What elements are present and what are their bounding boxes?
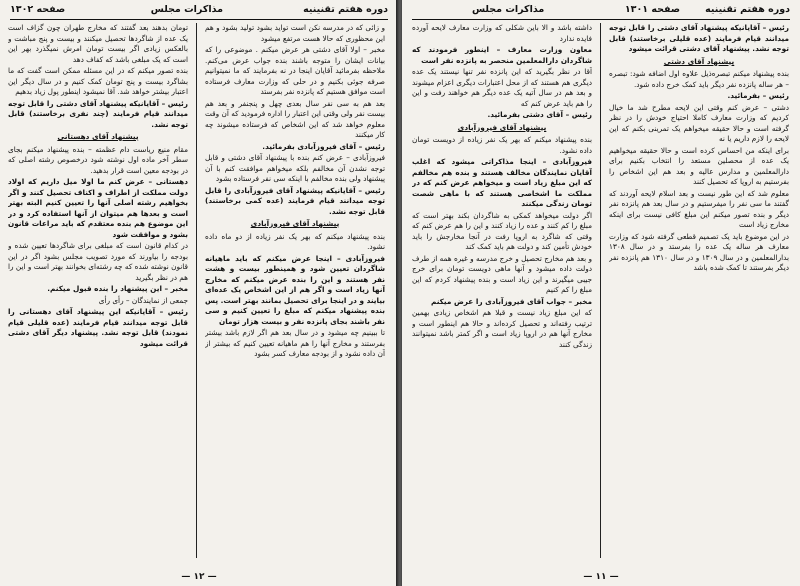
right-page-header: [412, 4, 790, 18]
text-paragraph: بنده پیشنهاد میکنم که بهر یک نفر زیاده از دویست تومان داده نشود.: [412, 135, 592, 155]
text-paragraph: که این مبلغ زیاد نیست و قبلا هم اشخاص زیادی بهمین ترتیب رفته‌اند و تحصیل کرده‌اند و حالا هم اینطور است و مخارج آنها هم در اروپا زیاد است و اگر کمتر باشد نمیتوانند زندگی کنند: [412, 308, 592, 349]
text-paragraph: و زائی که در مدرسه نکن است تواید بشود تولید بشود و هم این محظوری که حالا هست مرتفع میشود: [205, 23, 385, 43]
right-page-column-right: [609, 23, 789, 558]
speaker-paragraph: رئیس – آقایانیکه پیشنهاد آقای فیروزآبادی را قابل توجه میدانند قیام فرمایند (عده کمی برخاستند) قابل توجه نشد.: [205, 185, 385, 216]
speaker-paragraph: رئیس – آقای دشتی بفرمائید.: [487, 110, 592, 119]
left-page-footer: — ۱۲ —: [181, 572, 217, 582]
text-paragraph: در کدام قانون است که مبلغی برای شاگردها تعیین شده و بودجه را بیاورند که مورد تصویب مجلس بشود اگر در این قانون نوشته شده که چه رشته‌ای بخوانند بهتر است و این را هم در نظر بگیرید: [8, 241, 188, 282]
text-paragraph: برای اینکه من احساس کرده است و حالا حقیقه میخواهیم یک عده از محصلین مستعد را انتخاب بکنیم برای دارالمعلمین و مدارس عالیه و بعد هم این اشخاص را بفرستیم به اروپا که تحصیل کنند: [609, 145, 789, 186]
text-paragraph: در این موضوع باید یک تصمیم قطعی گرفته شود که وزارت معارف هر ساله یک عده را بفرستد و در سال ۱۳۰۸ بدارالمعلمین و در سال ۱۳۰۹ و در سال ۱۳۱۰ هم پانزده نفر دیگر بفرستند تا کمک شده باشد: [609, 231, 789, 272]
text-paragraph: بعد هم به سی نفر سال بعدی چهل و پنجنفر و بعد هم بیست نفر ولی وقتی این اعتبار را اداره فرمودید که آن وقت معلوم خواهد شد که این اشخاص که فرستاده میشوند چه کار میکنند: [205, 98, 385, 139]
text-paragraph: داشته باشد و الا باین شکلی که وزارت معارف لایحه آورده فایده ندارد: [412, 23, 592, 43]
speaker-paragraph: دهستانی – عرض کنم ما اولا میل داریم که اولاد دولت مملکت از اطراف و اکناف تحصیل کنند و اگر بخواهیم رشته اصلی آنها را تعیین کنیم البته بهتر است و بعدها هم میتوان از آنها استفاده کرد و در این موضوع هم بنده معتقدم که باید مراعات قانون بشود و موافقت شود: [8, 177, 188, 239]
left-column-divider: [196, 23, 197, 558]
section-heading: پیشنهاد آقای دهستانی: [57, 132, 139, 141]
text-paragraph: تومان بدهند بعد گفتند که مخارج طهران چون گزاف است یک عده از شاگردها تحصیل میکنند و بیست و پنج مباشت و بالعکس زیادی اگر بیست تومان امرش نمیگذرد بهر این است که یک مبلغی باشد که کفاف دهد: [8, 23, 188, 64]
left-page-title: مذاکرات مجلس: [150, 4, 223, 15]
text-paragraph: و بعد هم مخارج تحصیل و خرج مدرسه و غیره همه از طرف دولت داده میشود و آنها ماهی دویست تومان برای خرج جیبی میگیرند و این زیاد است و بنده پیشنهاد کردم که این مبلغ را کم کنیم: [412, 253, 592, 294]
text-paragraph: بنده پیشنهاد میکنم تبصره‌ذیل علاوه اول اضافه شود: تبصره – هر ساله پانزده نفر دیگر باید کمک خرج داده شود.: [609, 69, 789, 89]
right-column-divider: [600, 23, 601, 558]
text-paragraph: بنده تصور میکنم که در این مسئله ممکن است گفت که ما بشاگرد بیست و پنج تومان کمک کنیم و در سال دیگر این اعتبار بیشتر خواهد شد. آقا نمیشود اینطور پول زیاد بدهیم: [8, 66, 188, 96]
text-paragraph: تا ببینیم چه میشود و در سال بعد هم اگر لازم باشد بیشتر بفرستند و مخارج آنها را هم ماهیانه تعیین کنیم که بیشتر از آن داده نشود و از بودجه معارف کسر بشود: [205, 328, 385, 358]
right-page-column-left: [412, 23, 592, 558]
speaker-paragraph: رئیس – آقایانیکه این پیشنهاد آقای دهستانی را قابل توجه میدانند قیام فرمایند (عده قلیلی قیام نمودند) قابل توجه نشد. پیشنهاد دیگر آقای دشتی قرائت میشود: [8, 307, 188, 348]
section-heading: پیشنهاد آقای فیروزآبادی: [250, 219, 340, 228]
section-heading: پیشنهاد آقای دشتی: [663, 56, 735, 66]
speaker-paragraph: فیروزآبادی – اینجا مذاکراتی میشود که اغلب آقایان نمایندگان مخالف هستند و بنده هم مخالفم که این مبلغ زیاد است و میخواهم عرض کنم که در مملکت ما اشخاصی هستند که با ماهی شصت تومان زندگی میکنند: [412, 157, 592, 208]
speaker-paragraph: فیروزآبادی – اینجا عرض میکنم که باید ماهیانه شاگردان تعیین شود و همینطور بیست و هشت نفر هستند و این را بنده عرض میکنم که مخارج آنها زیاد است و اگر هم از این اشخاص یک عده‌ای بیایند و در اینجا برای تحصیل بمانند بهتر است. پس بنده پیشنهاد میکنم که مبلغ را تعیین کنیم و سی نفر باشند بجای پانزده نفر و بیست هزار تومان: [205, 253, 385, 326]
left-page-header: [10, 4, 388, 18]
speaker-paragraph: رئیس – آقای فیروزآبادی بفرمائید.: [262, 141, 385, 151]
speaker-paragraph: مخبر – این پیشنهاد را بنده قبول میکنم.: [47, 284, 188, 293]
speaker-paragraph: مخبر – جواب آقای فیروزآبادی را عرض میکنم: [430, 296, 592, 306]
text-paragraph: دشتی – عرض کنم وقتی این لایحه مطرح شد ما خیال کردیم که وزارت معارف کاملا احتیاج خودش را در نظر گرفته است و حالا حقیقه میخواهم یک تمرینی بکنم که این لایحه را لازم داریم یا نه: [609, 102, 789, 143]
text-paragraph: بنده پیشنهاد میکنم که بهر یک نفر زیاده از دو ماه داده نشود.: [205, 231, 385, 251]
text-paragraph: معلوم شد که این طور نیست و بعد اسلام لایحه آوردند که گفتند ما سی نفر را میفرستیم و در سال بعد هم پانزده نفر دیگر و بنده تصور میکنم این مبلغ کافی نیست برای اینکه مخارج زیاد است: [609, 188, 789, 229]
left-page-column-left: [8, 23, 188, 558]
right-page-number: صفحه ۱۳۰۱: [624, 4, 680, 15]
right-header-rule: [412, 19, 790, 20]
text-paragraph: اگر دولت میخواهد کمکی به شاگردان بکند بهتر است که مبلغ را کم کنند و عده را زیاد کنند و این را هم عرض کنم که وقتی که شاگرد به اروپا رفت در آنجا مخارجش را باید خودش تأمین کند و دولت هم باید کمک کند: [412, 210, 592, 251]
section-heading: پیشنهاد آقای فیروزآبادی: [457, 122, 547, 132]
speaker-paragraph: رئیس – آقایانیکه پیشنهاد آقای دشتی را قابل توجه میدانند قیام فرمایند (عده قلیلی برخاستند) قابل توجه نشد. پیشنهاد آقای دشتی قرائت میشود: [609, 23, 789, 53]
right-page-session: دوره هفتم تقنینیه: [705, 4, 790, 15]
text-paragraph: مخبر – اولا آقای دشتی هر عرض میکنم . موضوعی را که بیانات ایشان را متوجه باشند بنده جواب عرض می‌کنم. ملاحظه بفرمائید آقایان اینجا در نه بفرمایند که ما نمیتوانیم صرفه جوئی بکنیم و در حلی که وزارت معارف فرستاده است موافق هستیم که پانزده نفر بفرستد: [205, 45, 385, 96]
text-paragraph: فیروزآبادی – عرض کنم بنده با پیشنهاد آقای دشتی و قابل توجه نشدن آن مخالفم بلکه میخواهم موافقت کنم با آن پیشنهاد ولی بنده مخالفم با اینکه سی نفر فرستاده بشود: [205, 153, 385, 183]
right-page: [402, 0, 800, 586]
speaker-paragraph: رئیس – بفرمائید.: [727, 91, 789, 100]
text-paragraph: آقا در نظر بگیرید که این پانزده نفر تنها نیستند یک عده دیگری هم هستند که از محل اعتبارات دیگری اعزام میشوند و بعد هم در سال آتیه یک عده دیگر هم خواهند رفت و این را هم باید عرض کنم که: [412, 67, 592, 108]
text-paragraph: مقام منیع ریاست دام عظمته – بنده پیشنهاد میکنم بجای سطر آخر ماده اول نوشته شود درخصوص رشته اصلی که در بودجه معین است قرار بدهید.: [8, 144, 188, 175]
left-page-session: دوره هفتم تقنینیه: [303, 4, 388, 15]
left-page: [0, 0, 398, 586]
text-paragraph: جمعی از نمایندگان – رأی رأی: [98, 295, 188, 305]
right-page-footer: — ۱۱ —: [583, 572, 619, 582]
speaker-paragraph: معاون وزارت معارف – اینطور فرمودند که شاگردان دارالمعلمین منحصر به پانزده نفر است: [412, 45, 592, 65]
right-page-title: مذاکرات مجلس: [472, 4, 545, 15]
speaker-paragraph: رئیس – آقایانیکه پیشنهاد آقای دشتی را قابل توجه میدانند قیام فرمایند (چند نفری برخاستند) قابل توجه نشد.: [8, 98, 188, 129]
left-page-column-right: [205, 23, 385, 558]
left-page-number: صفحه ۱۳۰۲: [10, 4, 66, 15]
left-header-rule: [10, 19, 388, 20]
